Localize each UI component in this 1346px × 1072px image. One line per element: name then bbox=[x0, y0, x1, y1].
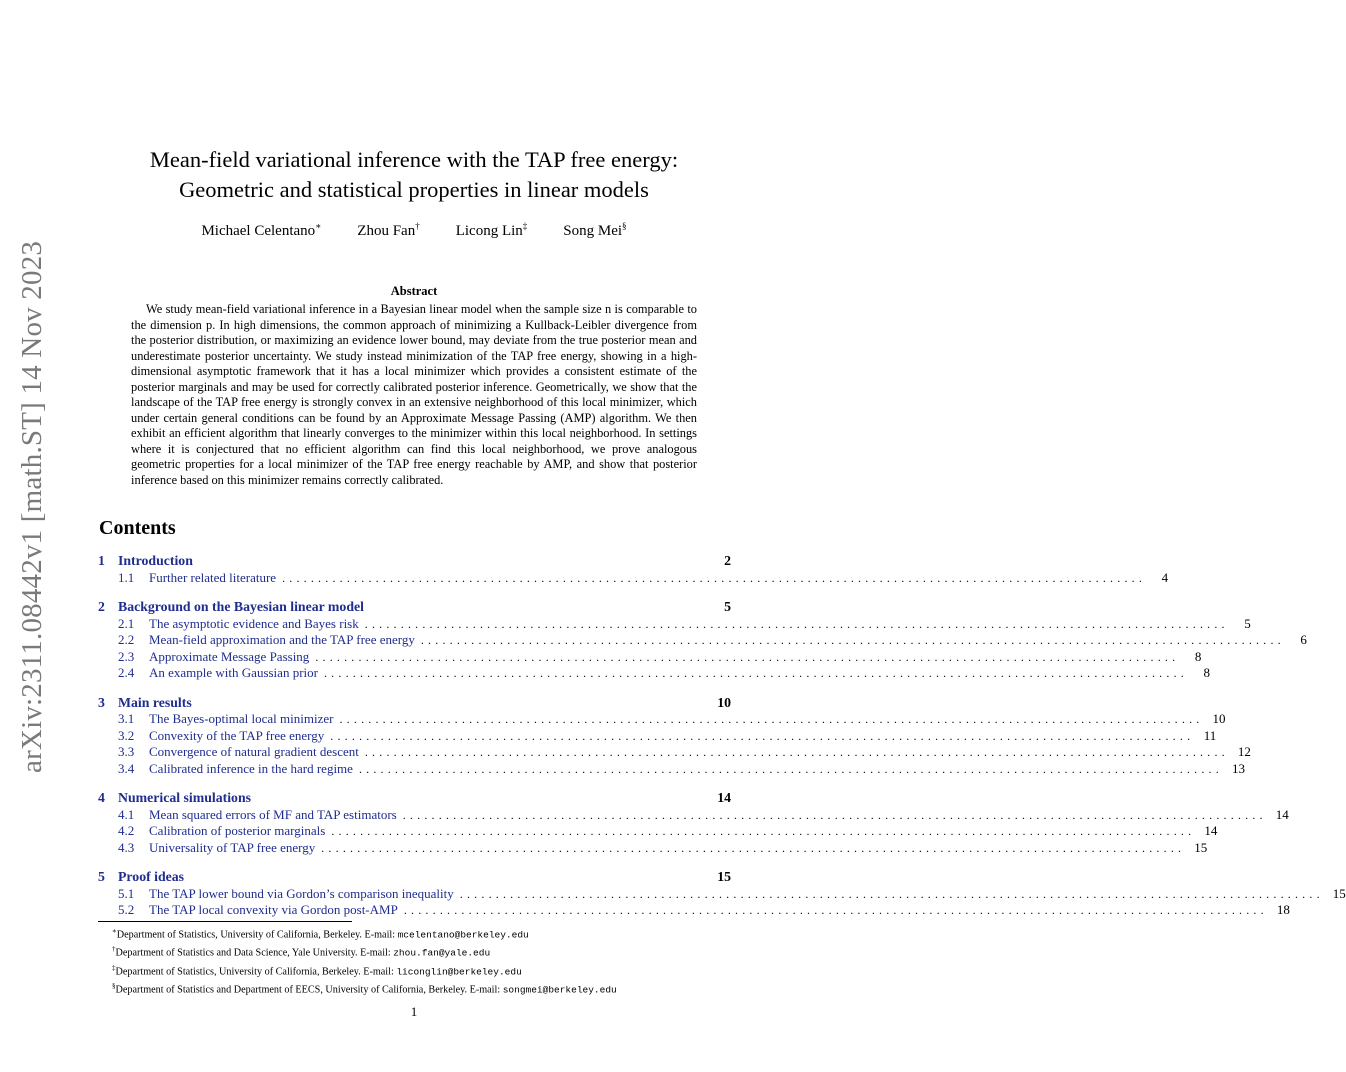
toc-subsection-entry[interactable] bbox=[98, 665, 1210, 682]
paper-title bbox=[100, 145, 728, 205]
footnote bbox=[112, 942, 732, 960]
toc-section-entry[interactable] bbox=[98, 553, 731, 570]
toc-subsection-number: 2.2 bbox=[118, 632, 135, 647]
table-of-contents bbox=[98, 553, 1346, 919]
footnote-text: Department of Statistics and Department of EECS, University of California, Berkeley. E-mail: bbox=[115, 984, 503, 996]
toc-subsection-link[interactable]: Calibration of posterior marginals bbox=[149, 823, 326, 838]
toc-leader-dots: ........................................................................................................................ bbox=[420, 633, 1285, 647]
toc-leader-dots: ........................................................................................................................ bbox=[403, 903, 1268, 917]
footnote-mark: § bbox=[112, 982, 116, 991]
toc-subsection-entry[interactable] bbox=[98, 744, 1251, 761]
toc-subsection-link[interactable]: Calibrated inference in the hard regime bbox=[149, 760, 353, 776]
toc-subsection-number: 4.1 bbox=[118, 806, 135, 822]
toc-subsection-number: 3.1 bbox=[118, 711, 135, 726]
toc-subsection-number: 3.4 bbox=[118, 760, 135, 776]
toc-section-link[interactable]: Introduction bbox=[118, 553, 193, 568]
title-line-2: Geometric and statistical properties in linear models bbox=[179, 177, 649, 202]
toc-subsection-number: 5.2 bbox=[118, 902, 135, 917]
toc-section-link[interactable]: Proof ideas bbox=[118, 869, 185, 884]
footnote bbox=[112, 924, 732, 942]
toc-page-number: 8 bbox=[1203, 665, 1210, 680]
toc-section-number: 5 bbox=[98, 869, 105, 884]
toc-page-number: 12 bbox=[1237, 744, 1251, 759]
toc-subsection-number: 2.3 bbox=[118, 648, 135, 664]
author: Zhou Fan† bbox=[357, 221, 420, 239]
author: Licong Lin‡ bbox=[455, 221, 528, 239]
toc-subsection-link[interactable]: An example with Gaussian prior bbox=[149, 665, 318, 680]
toc-page-number: 5 bbox=[1244, 615, 1251, 631]
toc-subsection-number: 2.4 bbox=[118, 665, 135, 680]
toc-leader-dots: ........................................................................................................................ bbox=[323, 666, 1188, 680]
footnote bbox=[112, 979, 732, 997]
toc-leader-dots: ........................................................................................................................ bbox=[330, 728, 1195, 743]
toc-page-number: 4 bbox=[1161, 569, 1169, 585]
toc-page-number: 15 bbox=[717, 869, 731, 884]
author: Michael Celentano∗ bbox=[201, 221, 322, 239]
page-number: 1 bbox=[410, 1004, 418, 1019]
toc-leader-dots: ........................................................................................................................ bbox=[402, 807, 1267, 822]
toc-section-entry[interactable] bbox=[98, 599, 731, 616]
toc-subsection-number: 3.2 bbox=[118, 727, 135, 743]
footnote-rule bbox=[98, 921, 352, 922]
toc-subsection-number: 3.3 bbox=[118, 744, 135, 759]
toc-subsection-number: 4.2 bbox=[118, 823, 135, 838]
toc-page-number: 6 bbox=[1300, 632, 1307, 647]
toc-section-number: 4 bbox=[98, 790, 105, 805]
footnotes bbox=[112, 924, 732, 998]
toc-gap bbox=[98, 777, 731, 790]
toc-page-number: 14 bbox=[1275, 806, 1289, 822]
toc-subsection-entry[interactable] bbox=[98, 632, 1307, 649]
toc-subsection-link[interactable]: The TAP local convexity via Gordon post-AMP bbox=[149, 902, 398, 917]
toc-leader-dots: ........................................................................................................................ bbox=[339, 712, 1204, 726]
abstract-heading: Abstract bbox=[390, 284, 438, 298]
toc-leader-dots: ........................................................................................................................ bbox=[364, 616, 1229, 631]
arxiv-sidebar bbox=[16, 240, 58, 773]
toc-leader-dots: ........................................................................................................................ bbox=[331, 824, 1196, 838]
toc-subsection-entry[interactable] bbox=[98, 902, 1290, 919]
toc-section-entry[interactable] bbox=[98, 695, 731, 712]
toc-subsection-link[interactable]: Further related literature bbox=[149, 569, 277, 585]
toc-page-number: 14 bbox=[1204, 823, 1218, 838]
toc-subsection-number: 2.1 bbox=[118, 615, 135, 631]
toc-leader-dots: ........................................................................................................................ bbox=[315, 649, 1180, 664]
toc-subsection-link[interactable]: Mean squared errors of MF and TAP estimators bbox=[149, 806, 397, 822]
toc-subsection-entry[interactable] bbox=[98, 711, 1226, 728]
toc-subsection-number: 4.3 bbox=[118, 839, 135, 855]
abstract-body: We study mean-field variational inference in a Bayesian linear model when the sample size n is comparable to the dimension p. In high dimensions, the common approach of minimizing a Kullback-Leibler divergence from the posterior distribution, or maximizing an evidence lower bound, may deviate from the true posterior mean and underestimate posterior uncertainty. We study instead minimization of the TAP free energy, showing in a high-dimensional asymptotic framework that it has a local minimizer which provides a consistent estimate of the posterior marginals and may be used for correctly calibrated posterior inference. Geometrically, we show that the landscape of the TAP free energy is strongly convex in an extensive neighborhood of this local minimizer, which under certain general conditions can be found by an Approximate Message Passing (AMP) algorithm. We then exhibit an efficient algorithm that linearly converges to the minimizer within this local neighborhood. In settings where it is conjectured that no efficient algorithm can find this local neighborhood, we prove analogous geometric properties for a local minimizer of the TAP free energy reachable by AMP, and show that posterior inference based on this minimizer remains correctly calibrated. bbox=[131, 302, 697, 487]
footnote-text: Department of Statistics and Data Science, Yale University. E-mail: bbox=[115, 947, 394, 959]
contents-heading: Contents bbox=[99, 517, 176, 539]
footnote bbox=[112, 961, 732, 979]
toc-subsection-entry[interactable] bbox=[98, 839, 1208, 857]
toc-section-number: 1 bbox=[98, 553, 105, 568]
toc-subsection-entry[interactable] bbox=[98, 806, 1289, 824]
toc-page-number: 14 bbox=[717, 790, 731, 805]
toc-subsection-number: 5.1 bbox=[118, 885, 135, 901]
toc-subsection-entry[interactable] bbox=[98, 727, 1217, 745]
toc-section-entry[interactable] bbox=[98, 790, 731, 807]
toc-leader-dots: ........................................................................................................................ bbox=[282, 570, 1147, 585]
toc-subsection-entry[interactable] bbox=[98, 885, 1346, 903]
toc-leader-dots: ........................................................................................................................ bbox=[358, 761, 1223, 776]
toc-subsection-link[interactable]: Mean-field approximation and the TAP free energy bbox=[149, 632, 415, 647]
toc-page-number: 15 bbox=[1194, 839, 1208, 855]
toc-section-entry[interactable] bbox=[98, 869, 731, 886]
toc-section-link[interactable]: Main results bbox=[118, 694, 192, 710]
toc-subsection-entry[interactable] bbox=[98, 760, 1245, 778]
toc-page-number: 10 bbox=[1212, 711, 1226, 726]
footnote-email[interactable]: zhou.fan@yale.edu bbox=[393, 947, 491, 959]
toc-page-number: 15 bbox=[1332, 885, 1346, 901]
footnote-mark: † bbox=[112, 945, 116, 954]
toc-page-number: 2 bbox=[724, 553, 731, 568]
toc-subsection-link[interactable]: Convexity of the TAP free energy bbox=[149, 727, 325, 743]
toc-page-number: 5 bbox=[724, 599, 731, 614]
footnote-email[interactable]: mcelentano@berkeley.edu bbox=[397, 929, 529, 941]
toc-page-number: 11 bbox=[1203, 727, 1217, 743]
toc-subsection-entry[interactable] bbox=[98, 648, 1202, 666]
toc-gap bbox=[98, 856, 731, 869]
toc-subsection-entry[interactable] bbox=[98, 823, 1218, 840]
toc-page-number: 18 bbox=[1276, 902, 1290, 917]
toc-page-number: 8 bbox=[1194, 648, 1202, 664]
toc-leader-dots: ........................................................................................................................ bbox=[459, 886, 1324, 901]
toc-subsection-entry[interactable] bbox=[98, 615, 1251, 633]
toc-subsection-link[interactable]: The asymptotic evidence and Bayes risk bbox=[149, 615, 359, 631]
toc-section-link[interactable]: Numerical simulations bbox=[118, 790, 251, 805]
toc-subsection-link[interactable]: Approximate Message Passing bbox=[149, 648, 310, 664]
footnote-mark: ‡ bbox=[112, 963, 116, 972]
toc-leader-dots: ........................................................................................................................ bbox=[321, 840, 1186, 855]
toc-subsection-link[interactable]: The Bayes-optimal local minimizer bbox=[149, 711, 334, 726]
toc-gap bbox=[98, 586, 731, 599]
arxiv-identifier: arXiv:2311.08442v1 [math.ST] 14 Nov 2023 bbox=[16, 240, 48, 773]
toc-subsection-link[interactable]: The TAP lower bound via Gordon’s comparison inequality bbox=[149, 885, 454, 901]
toc-subsection-entry[interactable] bbox=[98, 569, 1169, 587]
toc-subsection-link[interactable]: Universality of TAP free energy bbox=[149, 839, 316, 855]
footnote-text: Department of Statistics, University of California, Berkeley. E-mail: bbox=[116, 929, 398, 941]
footnote-mark: ∗ bbox=[112, 927, 117, 935]
toc-page-number: 10 bbox=[717, 694, 731, 710]
author-list bbox=[100, 221, 728, 240]
toc-subsection-number: 1.1 bbox=[118, 569, 135, 585]
toc-page-number: 13 bbox=[1231, 760, 1245, 776]
title-line-1: Mean-field variational inference with the TAP free energy: bbox=[149, 147, 679, 172]
toc-section-link[interactable]: Background on the Bayesian linear model bbox=[118, 599, 364, 614]
footnote-text: Department of Statistics, University of California, Berkeley. E-mail: bbox=[115, 966, 397, 978]
footnote-email[interactable]: songmei@berkeley.edu bbox=[502, 984, 617, 996]
toc-gap bbox=[98, 682, 731, 695]
author: Song Mei§ bbox=[563, 221, 627, 239]
toc-subsection-link[interactable]: Convergence of natural gradient descent bbox=[149, 744, 359, 759]
footnote-email[interactable]: liconglin@berkeley.edu bbox=[396, 966, 522, 978]
toc-leader-dots: ........................................................................................................................ bbox=[364, 745, 1229, 759]
toc-section-number: 3 bbox=[98, 694, 105, 710]
toc-section-number: 2 bbox=[98, 599, 105, 614]
